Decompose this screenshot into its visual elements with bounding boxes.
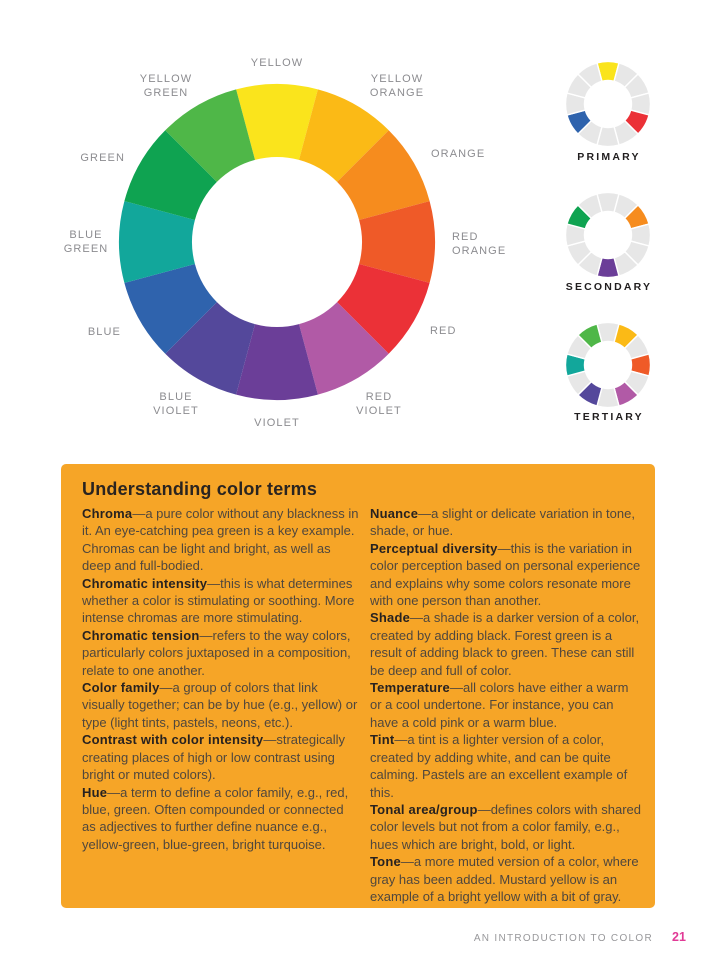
term-name: Tonal area/group — [370, 801, 478, 817]
wheel-label-yellow: YELLOW — [250, 57, 304, 69]
wheel-label-red-orange: RED ORANGE — [452, 231, 507, 257]
term-name: Nuance — [370, 506, 419, 521]
term-definition: —a pure color without any blackness in it. An eye-catching pea green is a key example. Chromas can be light and bright, as well as deep and full-bodied. — [82, 506, 359, 574]
term-entry — [370, 801, 642, 853]
term-name: Tone — [370, 854, 401, 870]
wheel-label-violet: VIOLET — [254, 417, 300, 429]
wheel-label-red: RED — [430, 325, 457, 337]
term-entry — [370, 609, 642, 679]
wheel-label-red-violet: RED VIOLET — [356, 391, 402, 417]
terms-column-right — [370, 505, 642, 905]
term-name: Perceptual diversity — [370, 540, 498, 556]
term-name: Chroma — [82, 506, 133, 521]
term-definition: —a group of colors that link visually together; can be by hue (e.g., yellow) or type (light tints, pastels, neons, etc.). — [82, 680, 358, 730]
wheel-label-yellow-orange: YELLOW ORANGE — [369, 73, 425, 99]
term-definition: —a term to define a color family, e.g., red, blue, green. Often compounded or connected as adjectives to further define nuance e.g., yellow-green, blue-green, bright turquoise. — [82, 784, 349, 852]
term-entry — [370, 731, 642, 801]
term-definition: —a shade is a darker version of a color, created by adding black. Forest green is a result of adding black to green. These can still be deep and full of color. — [370, 610, 640, 678]
term-name: Temperature — [370, 680, 450, 696]
term-name: Tint — [370, 732, 395, 748]
term-entry — [370, 540, 642, 610]
wheel-label-orange: ORANGE — [431, 148, 486, 160]
term-definition: —all colors have either a warm or a cool undertone. For instance, you can have a cold pink or a warm blue. — [370, 680, 629, 730]
tertiary-wheel — [563, 320, 653, 410]
term-entry — [82, 679, 359, 731]
term-definition: —refers to the way colors, particularly colors juxtaposed in a composition, relate to one another. — [82, 627, 351, 678]
term-definition: —strategically creating places of high or low contrast using bright or muted colors). — [82, 732, 345, 783]
panel-title: Understanding color terms — [82, 479, 318, 499]
color-wheel — [117, 82, 437, 402]
term-entry — [370, 679, 642, 731]
term-entry — [82, 627, 359, 679]
term-definition: —defines colors with shared color levels but not from a color family, e.g., hues which are bright, bold, or light. — [370, 801, 642, 852]
term-definition: —this is the variation in color perception based on personal experience and explains why some colors resonate more with one person than another. — [370, 540, 641, 609]
primary-wheel — [563, 59, 653, 149]
term-name: Contrast with color intensity — [82, 732, 264, 748]
term-name: Hue — [82, 784, 108, 800]
wheel-label-blue: BLUE — [87, 326, 121, 338]
term-definition: —a tint is a lighter version of a color, created by adding white, and can be quite calming. Pastels are an excellent example of this. — [370, 732, 628, 800]
tertiary-wheel-label: TERTIARY — [574, 411, 644, 423]
term-definition: —a more muted version of a color, where gray has been added. Mustard yellow is an example of a bright yellow with a bit of gray. — [370, 854, 639, 904]
wheel-label-green: GREEN — [80, 152, 125, 164]
term-entry — [82, 575, 359, 627]
term-entry — [370, 853, 642, 905]
page-number: 21 — [672, 930, 686, 944]
term-name: Shade — [370, 610, 411, 626]
terms-column-left — [82, 505, 359, 853]
primary-wheel-label: PRIMARY — [577, 151, 641, 163]
term-entry — [82, 784, 359, 854]
footer-running-head: AN INTRODUCTION TO COLOR — [473, 933, 653, 944]
wheel-label-blue-violet: BLUE VIOLET — [153, 391, 199, 417]
secondary-wheel-label: SECONDARY — [565, 281, 653, 293]
term-definition: —this is what determines whether a color is stimulating or soothing. More intense chromas are more stimulating. — [82, 575, 355, 626]
term-entry — [82, 731, 359, 783]
term-name: Chromatic intensity — [82, 575, 208, 591]
terms-panel — [61, 464, 655, 908]
term-entry — [370, 505, 642, 540]
wheel-label-blue-green: BLUE GREEN — [63, 229, 109, 255]
secondary-wheel — [563, 190, 653, 280]
term-name: Chromatic tension — [82, 627, 200, 643]
term-name: Color family — [82, 680, 160, 696]
term-definition: —a slight or delicate variation in tone, shade, or hue. — [370, 506, 635, 539]
wheel-label-yellow-green: YELLOW GREEN — [139, 73, 193, 99]
term-entry — [82, 505, 359, 575]
